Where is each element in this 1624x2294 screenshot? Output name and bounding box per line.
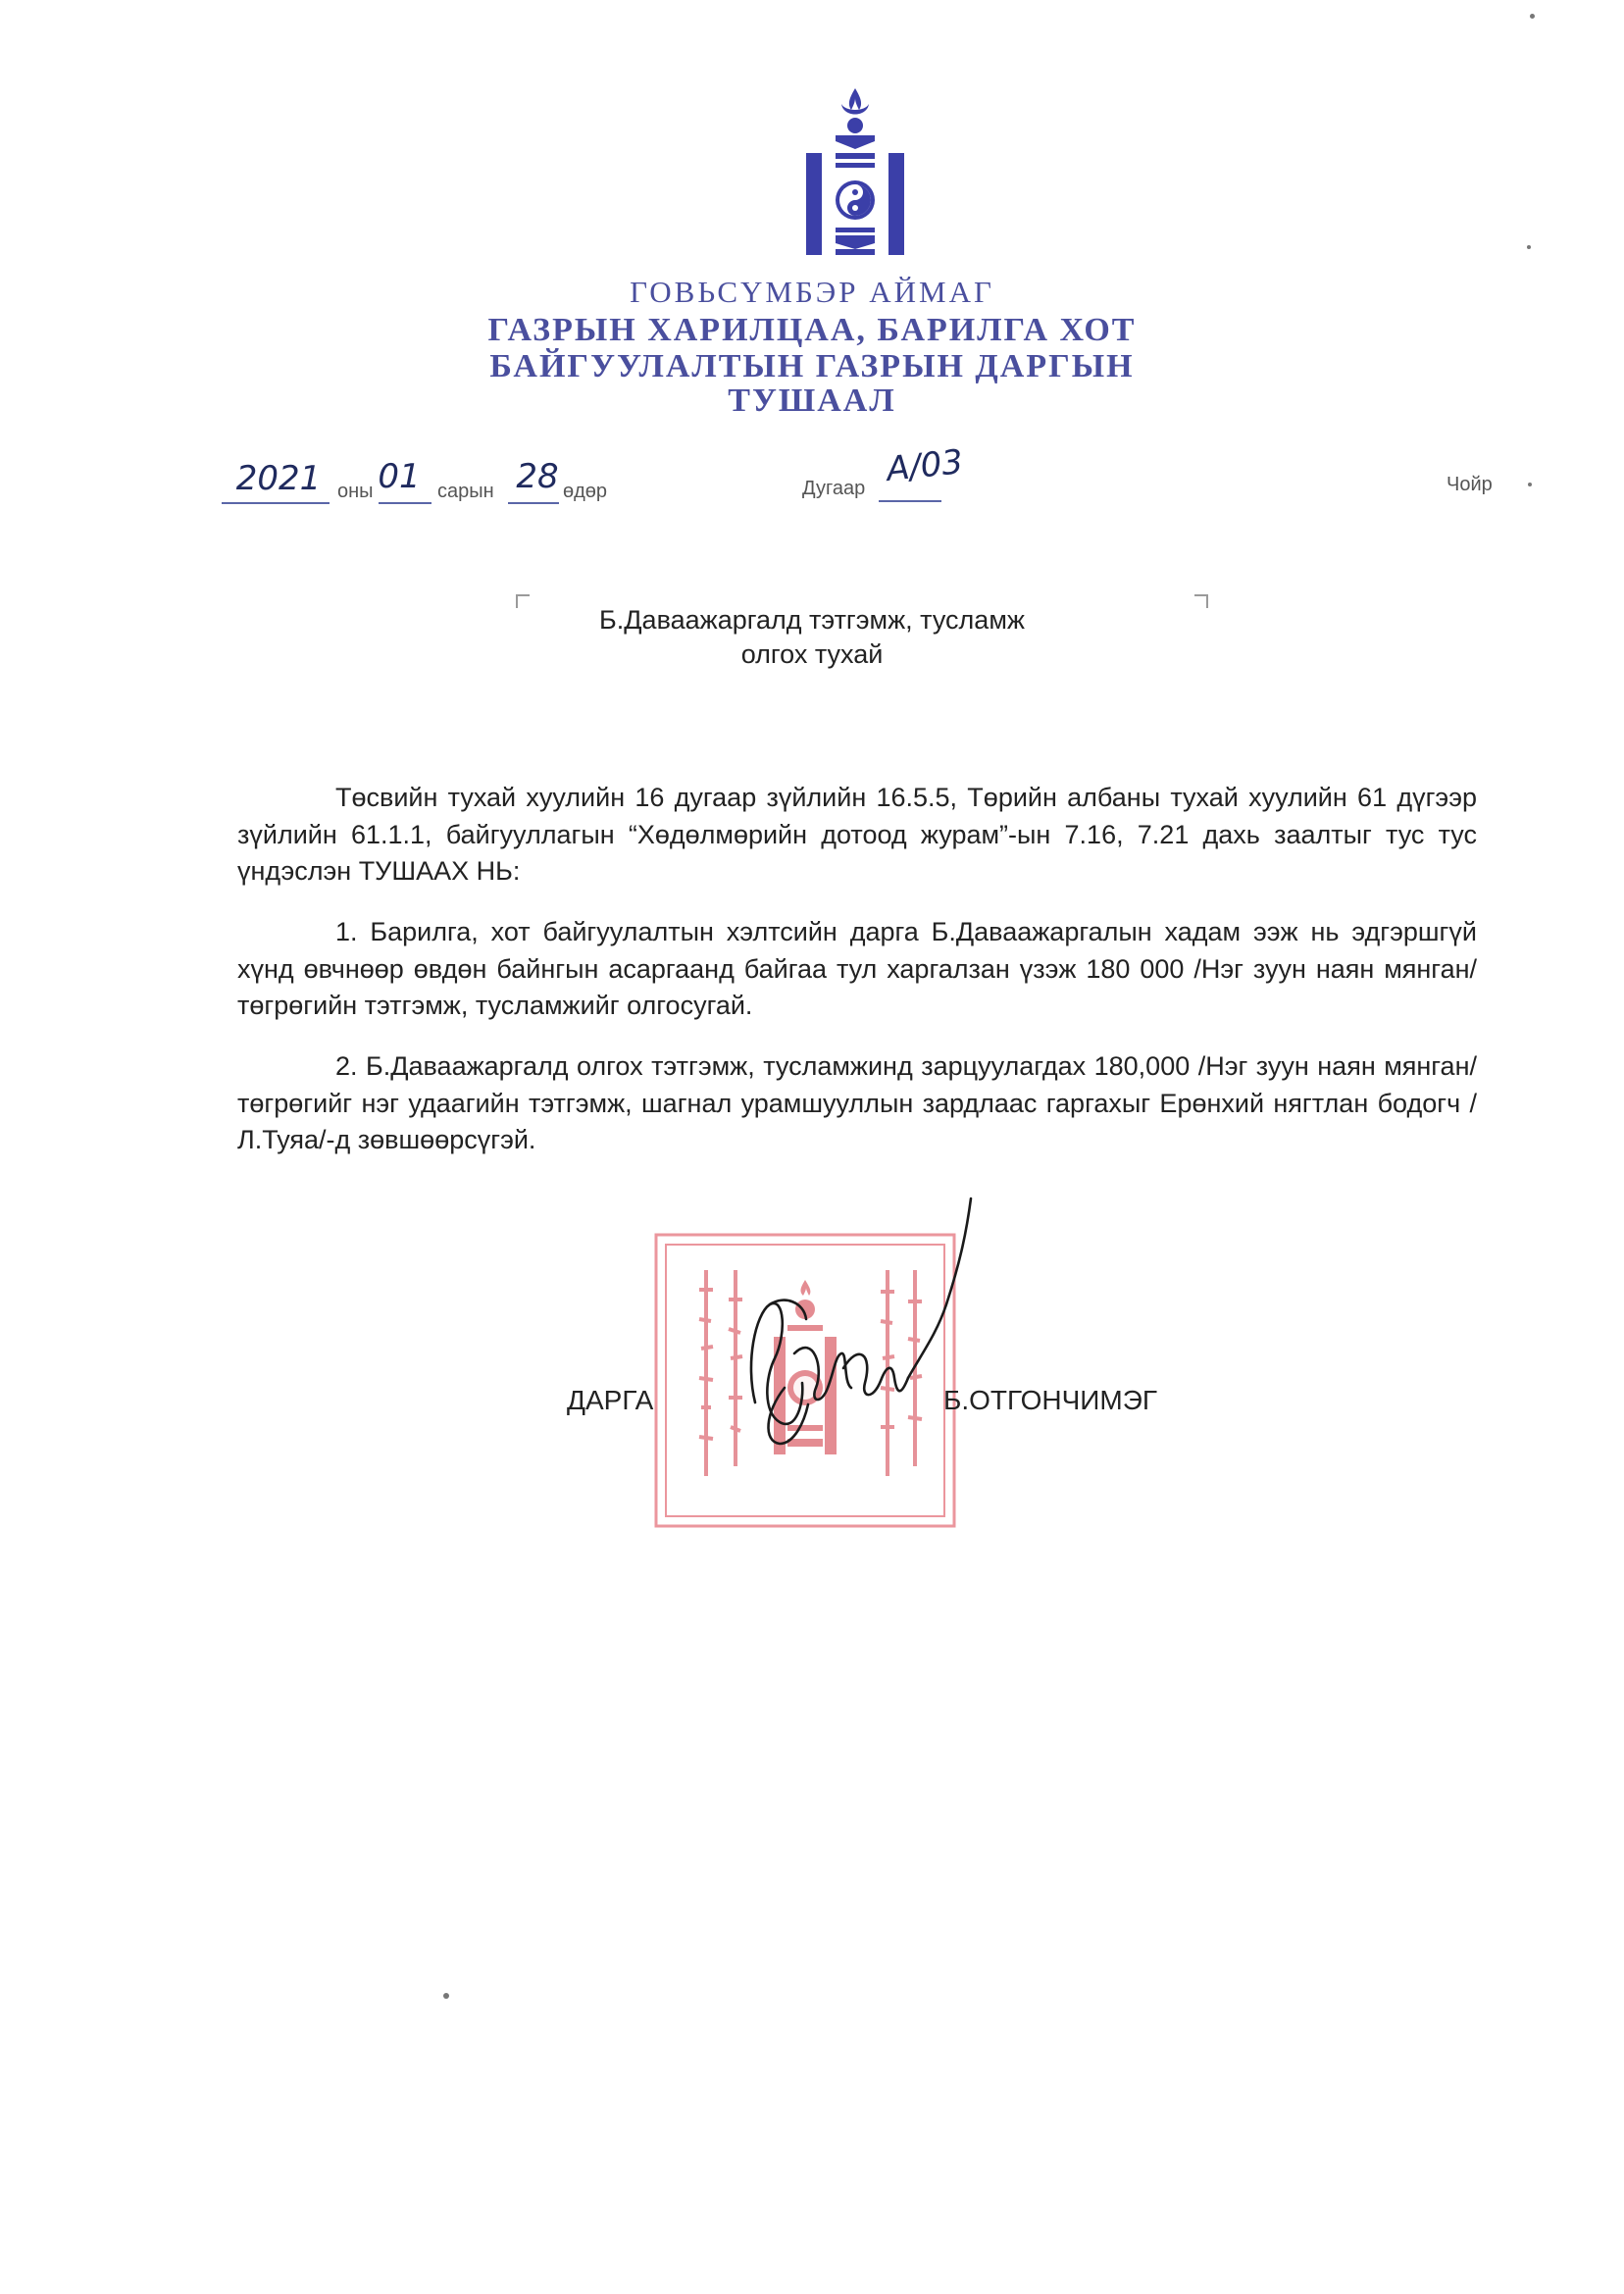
date-year-label: оны bbox=[337, 481, 374, 502]
preamble-paragraph: Төсвийн тухай хуулийн 16 дугаар зүйлийн 16.5.5, Төрийн албаны тухай хуулийн 61 дүгээр зүйлийн 61.1.1, байгууллагын “Хөдөлмөрийн дотоод журам”-ын 7.16, 7.21 дахь заалтыг тус тус үндэслэн ТУШААХ НЬ: bbox=[237, 783, 1477, 886]
scan-speck bbox=[1527, 245, 1531, 249]
order-item-1: 1. Барилга, хот байгуулалтын хэлтсийн дарга Б.Даваажаргалын хадам ээж нь эдгэршгүй хүнд өвчнөөр өвдөн байнгын асаргаанд байгаа тул харгалзан үзэж 180 000 /Нэг зуун наян мянган/ төгрөгийн тэтгэмж, тусламжийг олгосугай. bbox=[237, 917, 1477, 1020]
subject-line1: Б.Даваажаргалд тэтгэмж, тусламж bbox=[599, 605, 1025, 635]
date-month-label: сарын bbox=[437, 481, 494, 502]
organization-title-line2: БАЙГУУЛАЛТЫН ГАЗРЫН ДАРГЫН bbox=[489, 348, 1135, 384]
document-place: Чойр bbox=[1446, 474, 1493, 495]
date-year: 2021 bbox=[235, 459, 322, 498]
scan-speck bbox=[443, 1993, 449, 1999]
handwritten-signature-icon bbox=[726, 1187, 981, 1491]
region-title: ГОВЬСҮМБЭР АЙМАГ bbox=[630, 275, 994, 309]
document-number-label: Дугаар bbox=[802, 478, 866, 499]
organization-title-line1: ГАЗРЫН ХАРИЛЦАА, БАРИЛГА ХОТ bbox=[487, 312, 1137, 348]
date-day-label: өдөр bbox=[563, 481, 608, 502]
soyombo-emblem-icon bbox=[806, 88, 904, 255]
subject-line2: олгох тухай bbox=[740, 639, 884, 669]
date-day-underline bbox=[508, 502, 559, 504]
document-number: А/03 bbox=[885, 442, 965, 489]
date-day: 28 bbox=[516, 457, 559, 496]
date-month-underline bbox=[379, 502, 431, 504]
scan-speck bbox=[1528, 483, 1532, 486]
document-number-underline bbox=[879, 500, 941, 502]
signatory-title: ДАРГА bbox=[567, 1385, 654, 1415]
date-year-underline bbox=[222, 502, 330, 504]
order-item-2: 2. Б.Даваажаргалд олгох тэтгэмж, тусламжинд зарцуулагдах 180,000 /Нэг зуун наян мянган/ төгрөгийг нэг удаагийн тэтгэмж, шагнал урамшууллын зардлаас гаргахыг Ерөнхий нягтлан бодогч /Л.Туяа/-д зөвшөөрсүгэй. bbox=[237, 1051, 1477, 1154]
document-type-title: ТУШААЛ bbox=[728, 382, 896, 419]
signatory-name: Б.ОТГОНЧИМЭГ bbox=[943, 1385, 1158, 1415]
date-month: 01 bbox=[378, 457, 421, 496]
scan-speck bbox=[1530, 14, 1535, 19]
